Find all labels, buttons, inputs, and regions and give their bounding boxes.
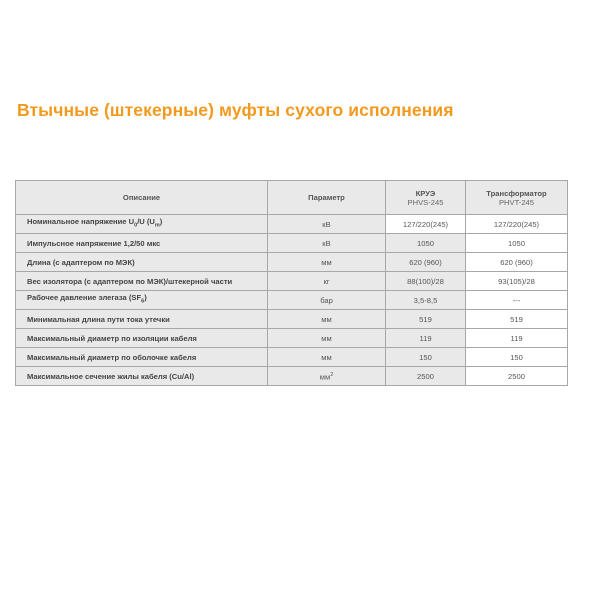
unit-text: мм [319, 372, 331, 382]
header-kru [386, 181, 466, 215]
row-value-kru: 1050 [386, 234, 466, 253]
table-row-impulse-voltage [16, 234, 568, 253]
row-unit: бар [268, 291, 386, 310]
row-value-transformer: 150 [466, 348, 568, 367]
row-value-kru: 127/220(245) [386, 215, 466, 234]
row-value-kru: 150 [386, 348, 466, 367]
row-value-kru: 620 (960) [386, 253, 466, 272]
header-kru-code: PHVS-245 [407, 197, 444, 207]
row-value-transformer: 620 (960) [466, 253, 568, 272]
header-transformer-label: Трансформатор [486, 188, 547, 198]
row-description: Минимальная длина пути тока утечки [16, 310, 268, 329]
table-row-sf6-pressure [16, 291, 568, 310]
row-description [16, 291, 268, 310]
row-description: Вес изолятора (с адаптером по МЭК)/штекерной части [16, 272, 268, 291]
row-value-transformer: 519 [466, 310, 568, 329]
table-row-creepage-distance [16, 310, 568, 329]
row-description: Максимальный диаметр по оболочке кабеля [16, 348, 268, 367]
desc-text: Номинальное напряжение U [27, 217, 135, 227]
desc-text: ) [159, 217, 163, 227]
row-value-transformer: 1050 [466, 234, 568, 253]
desc-subscript: 0 [134, 222, 138, 229]
row-value-kru: 2500 [386, 367, 466, 386]
header-transformer-code: PHVT-245 [498, 197, 535, 207]
row-value-kru: 519 [386, 310, 466, 329]
table-row-insulator-weight [16, 272, 568, 291]
header-row [16, 181, 568, 215]
row-unit: мм [268, 348, 386, 367]
header-description: Описание [16, 181, 268, 215]
row-description [16, 215, 268, 234]
table-body [16, 215, 568, 386]
row-value-transformer: 2500 [466, 367, 568, 386]
row-unit: мм [268, 310, 386, 329]
row-unit: мм [268, 253, 386, 272]
desc-text: Рабочее давление элегаза (SF [27, 293, 142, 303]
table-row-conductor-section [16, 367, 568, 386]
row-value-transformer: --- [466, 291, 568, 310]
desc-subscript: m [154, 222, 160, 229]
unit-superscript: 2 [330, 371, 334, 378]
row-unit: кг [268, 272, 386, 291]
header-transformer [466, 181, 568, 215]
row-description: Максимальное сечение жилы кабеля (Cu/Al) [16, 367, 268, 386]
row-value-transformer: 119 [466, 329, 568, 348]
row-value-transformer: 127/220(245) [466, 215, 568, 234]
table-header [16, 181, 568, 215]
row-value-kru: 3,5-8,5 [386, 291, 466, 310]
header-kru-label: КРУЭ [415, 188, 436, 198]
desc-subscript: 6 [141, 298, 145, 305]
header-parameter: Параметр [268, 181, 386, 215]
row-description: Импульсное напряжение 1,2/50 мкс [16, 234, 268, 253]
desc-text: ) [144, 293, 147, 303]
table-row-insulation-diameter [16, 329, 568, 348]
specification-table [15, 180, 568, 386]
page-title: Втычные (штекерные) муфты сухого исполнения [17, 100, 454, 120]
row-description: Длина (с адаптером по МЭК) [16, 253, 268, 272]
row-value-transformer: 93(105)/28 [466, 272, 568, 291]
row-unit [268, 367, 386, 386]
row-unit: кВ [268, 215, 386, 234]
row-value-kru: 88(100)/28 [386, 272, 466, 291]
row-unit: кВ [268, 234, 386, 253]
table-row-sheath-diameter [16, 348, 568, 367]
row-unit: мм [268, 329, 386, 348]
row-description: Максимальный диаметр по изоляции кабеля [16, 329, 268, 348]
table-row-rated-voltage [16, 215, 568, 234]
row-value-kru: 119 [386, 329, 466, 348]
table-row-length [16, 253, 568, 272]
desc-text: /U (U [137, 217, 155, 227]
